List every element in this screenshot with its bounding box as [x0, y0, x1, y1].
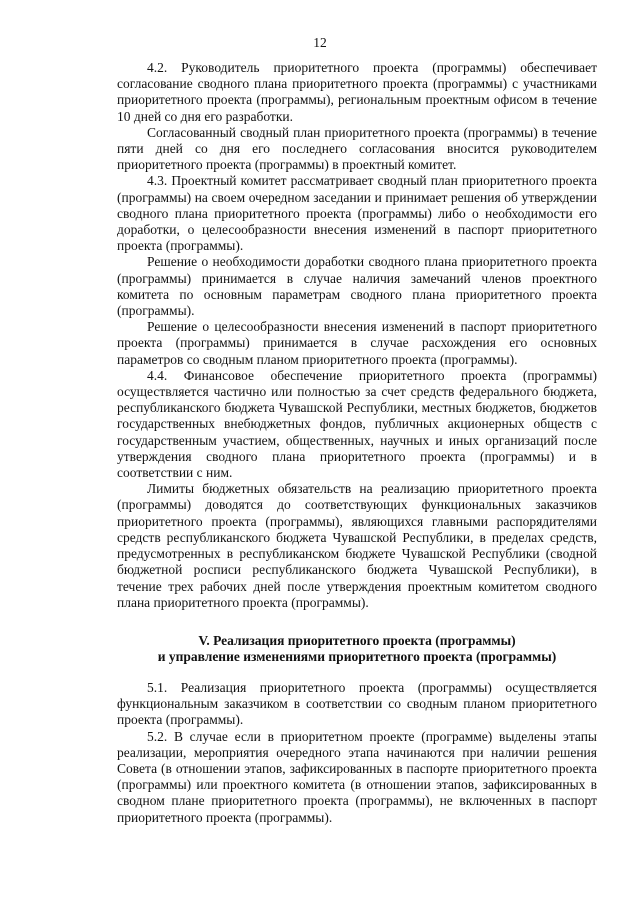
document-body — [117, 60, 597, 826]
paragraph-4-3: 4.3. Проектный комитет рассматривает сводный план приоритетного проекта (программы) на своем очередном заседании и принимает решения об утверждении сводного плана приоритетного проекта (программы) либо о необходимости его доработки, о целесообразности внесения изменений в паспорт приоритетного проекта (программы). — [117, 173, 597, 254]
paragraph-4-4: 4.4. Финансовое обеспечение приоритетного проекта (программы) осуществляется частично или полностью за счет средств федерального бюджета, республиканского бюджета Чувашской Республики, местных бюджетов, бюджетов государственных внебюджетных фондов, публичных акционерных обществ с государственным участием, общественных, научных и иных организаций после утверждения сводного плана приоритетного проекта (программы) и в соответствии с ним. — [117, 367, 597, 481]
paragraph-5-2: 5.2. В случае если в приоритетном проекте (программе) выделены этапы реализации, мероприятия очередного этапа начинаются при наличии решения Совета (в отношении этапов, зафиксированных в паспорте приоритетного проекта (программы) или проектного комитета (в отношении этапов, зафиксированных в сводном плане приоритетного проекта (программы), не включенных в паспорт приоритетного проекта (программы). — [117, 728, 597, 825]
paragraph-4-3-revision: Решение о необходимости доработки сводного плана приоритетного проекта (программы) принимается в случае наличия замечаний членов проектного комитета по основным параметрам сводного плана приоритетного проекта (программы). — [117, 254, 597, 319]
paragraph-4-3-passport-changes: Решение о целесообразности внесения изменений в паспорт приоритетного проекта (программы) принимается в случае расхождения его основных параметров со сводным планом приоритетного проекта (программы). — [117, 319, 597, 367]
section-heading-line-2: и управление изменениями приоритетного проекта (программы) — [157, 649, 557, 665]
paragraph-4-4-budget-limits: Лимиты бюджетных обязательств на реализацию приоритетного проекта (программы) доводятся до соответствующих функциональных заказчиков приоритетного проекта (программы), являющихся главными распорядителями средств республиканского бюджета Чувашской Республики, в пределах средств, предусмотренных в республиканском бюджете Чувашской Республики (сводной бюджетной росписи республиканского бюджета Чувашской Республики), в течение трех рабочих дней после утверждения проектным комитетом сводного плана приоритетного проекта (программы). — [117, 481, 597, 610]
paragraph-4-2: 4.2. Руководитель приоритетного проекта (программы) обеспечивает согласование сводного плана приоритетного проекта (программы) с участниками приоритетного проекта (программы), региональным проектным офисом в течение 10 дней со дня его разработки. — [117, 60, 597, 124]
paragraph-5-1: 5.1. Реализация приоритетного проекта (программы) осуществляется функциональным заказчиком в соответствии со сводным планом приоритетного проекта (программы). — [117, 679, 597, 728]
section-heading — [117, 633, 597, 666]
paragraph-4-2-approval: Согласованный сводный план приоритетного проекта (программы) в течение пяти дней со дня его последнего согласования вносится руководителем приоритетного проекта (программы) в проектный комитет. — [117, 124, 597, 173]
section-heading-line-1: V. Реализация приоритетного проекта (программы) — [198, 632, 516, 648]
page-number: 12 — [313, 35, 327, 50]
